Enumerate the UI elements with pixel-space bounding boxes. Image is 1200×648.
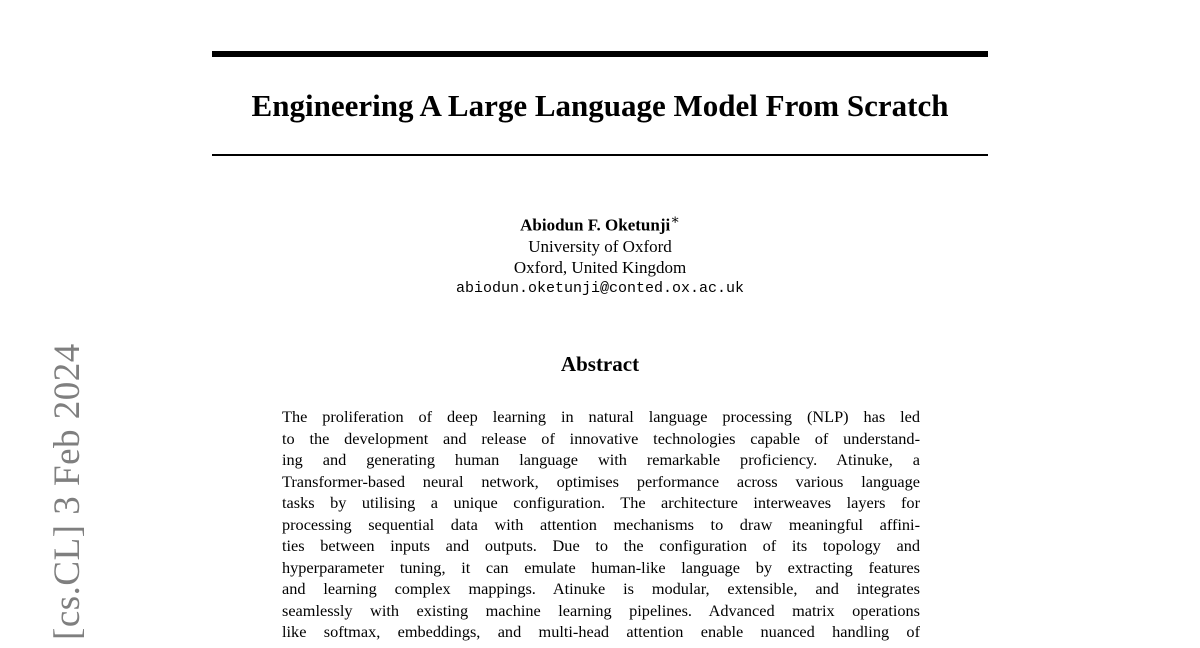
abstract-line: hyperparameter tuning, it can emulate human-like language by extracting features (282, 557, 920, 577)
author-location: Oxford, United Kingdom (513, 257, 687, 277)
abstract-heading: Abstract (560, 352, 640, 376)
author-name: Abiodun F. Oketunji (520, 215, 671, 235)
arxiv-identifier-stamp: [cs.CL] 3 Feb 2024 (47, 343, 88, 640)
abstract-line: ing and generating human language with remarkable proficiency. Atinuke, a (282, 450, 920, 469)
author-block (300, 210, 900, 299)
abstract-line: and learning complex mappings. Atinuke is modular, extensible, and integrates (282, 579, 920, 598)
title-top-rule (212, 51, 988, 57)
author-email[interactable]: abiodun.oketunji@conted.ox.ac.uk (455, 279, 745, 297)
abstract-line: seamlessly with existing machine learning pipelines. Advanced matrix operations (282, 600, 920, 620)
author-footnote-mark: ∗ (670, 212, 680, 228)
abstract-line: processing sequential data with attention mechanisms to draw meaningful affini- (282, 514, 920, 534)
author-name-line (300, 210, 900, 236)
abstract-line: to the development and release of innovative technologies capable of understand- (282, 428, 920, 448)
abstract-line: ties between inputs and outputs. Due to the configuration of its topology and (282, 536, 920, 555)
author-affiliation: University of Oxford (528, 236, 672, 256)
abstract-line: The proliferation of deep learning in natural language processing (NLP) has led (282, 407, 920, 426)
abstract-line: tasks by utilising a unique configuration. The architecture interweaves layers for (282, 493, 920, 512)
abstract-line: like softmax, embeddings, and multi-head attention enable nuanced handling of (282, 622, 920, 641)
abstract-line: Transformer-based neural network, optimises performance across various language (282, 471, 920, 491)
title-bottom-rule (212, 154, 988, 156)
paper-title: Engineering A Large Language Model From Scratch (251, 88, 949, 123)
abstract-body (282, 406, 920, 643)
